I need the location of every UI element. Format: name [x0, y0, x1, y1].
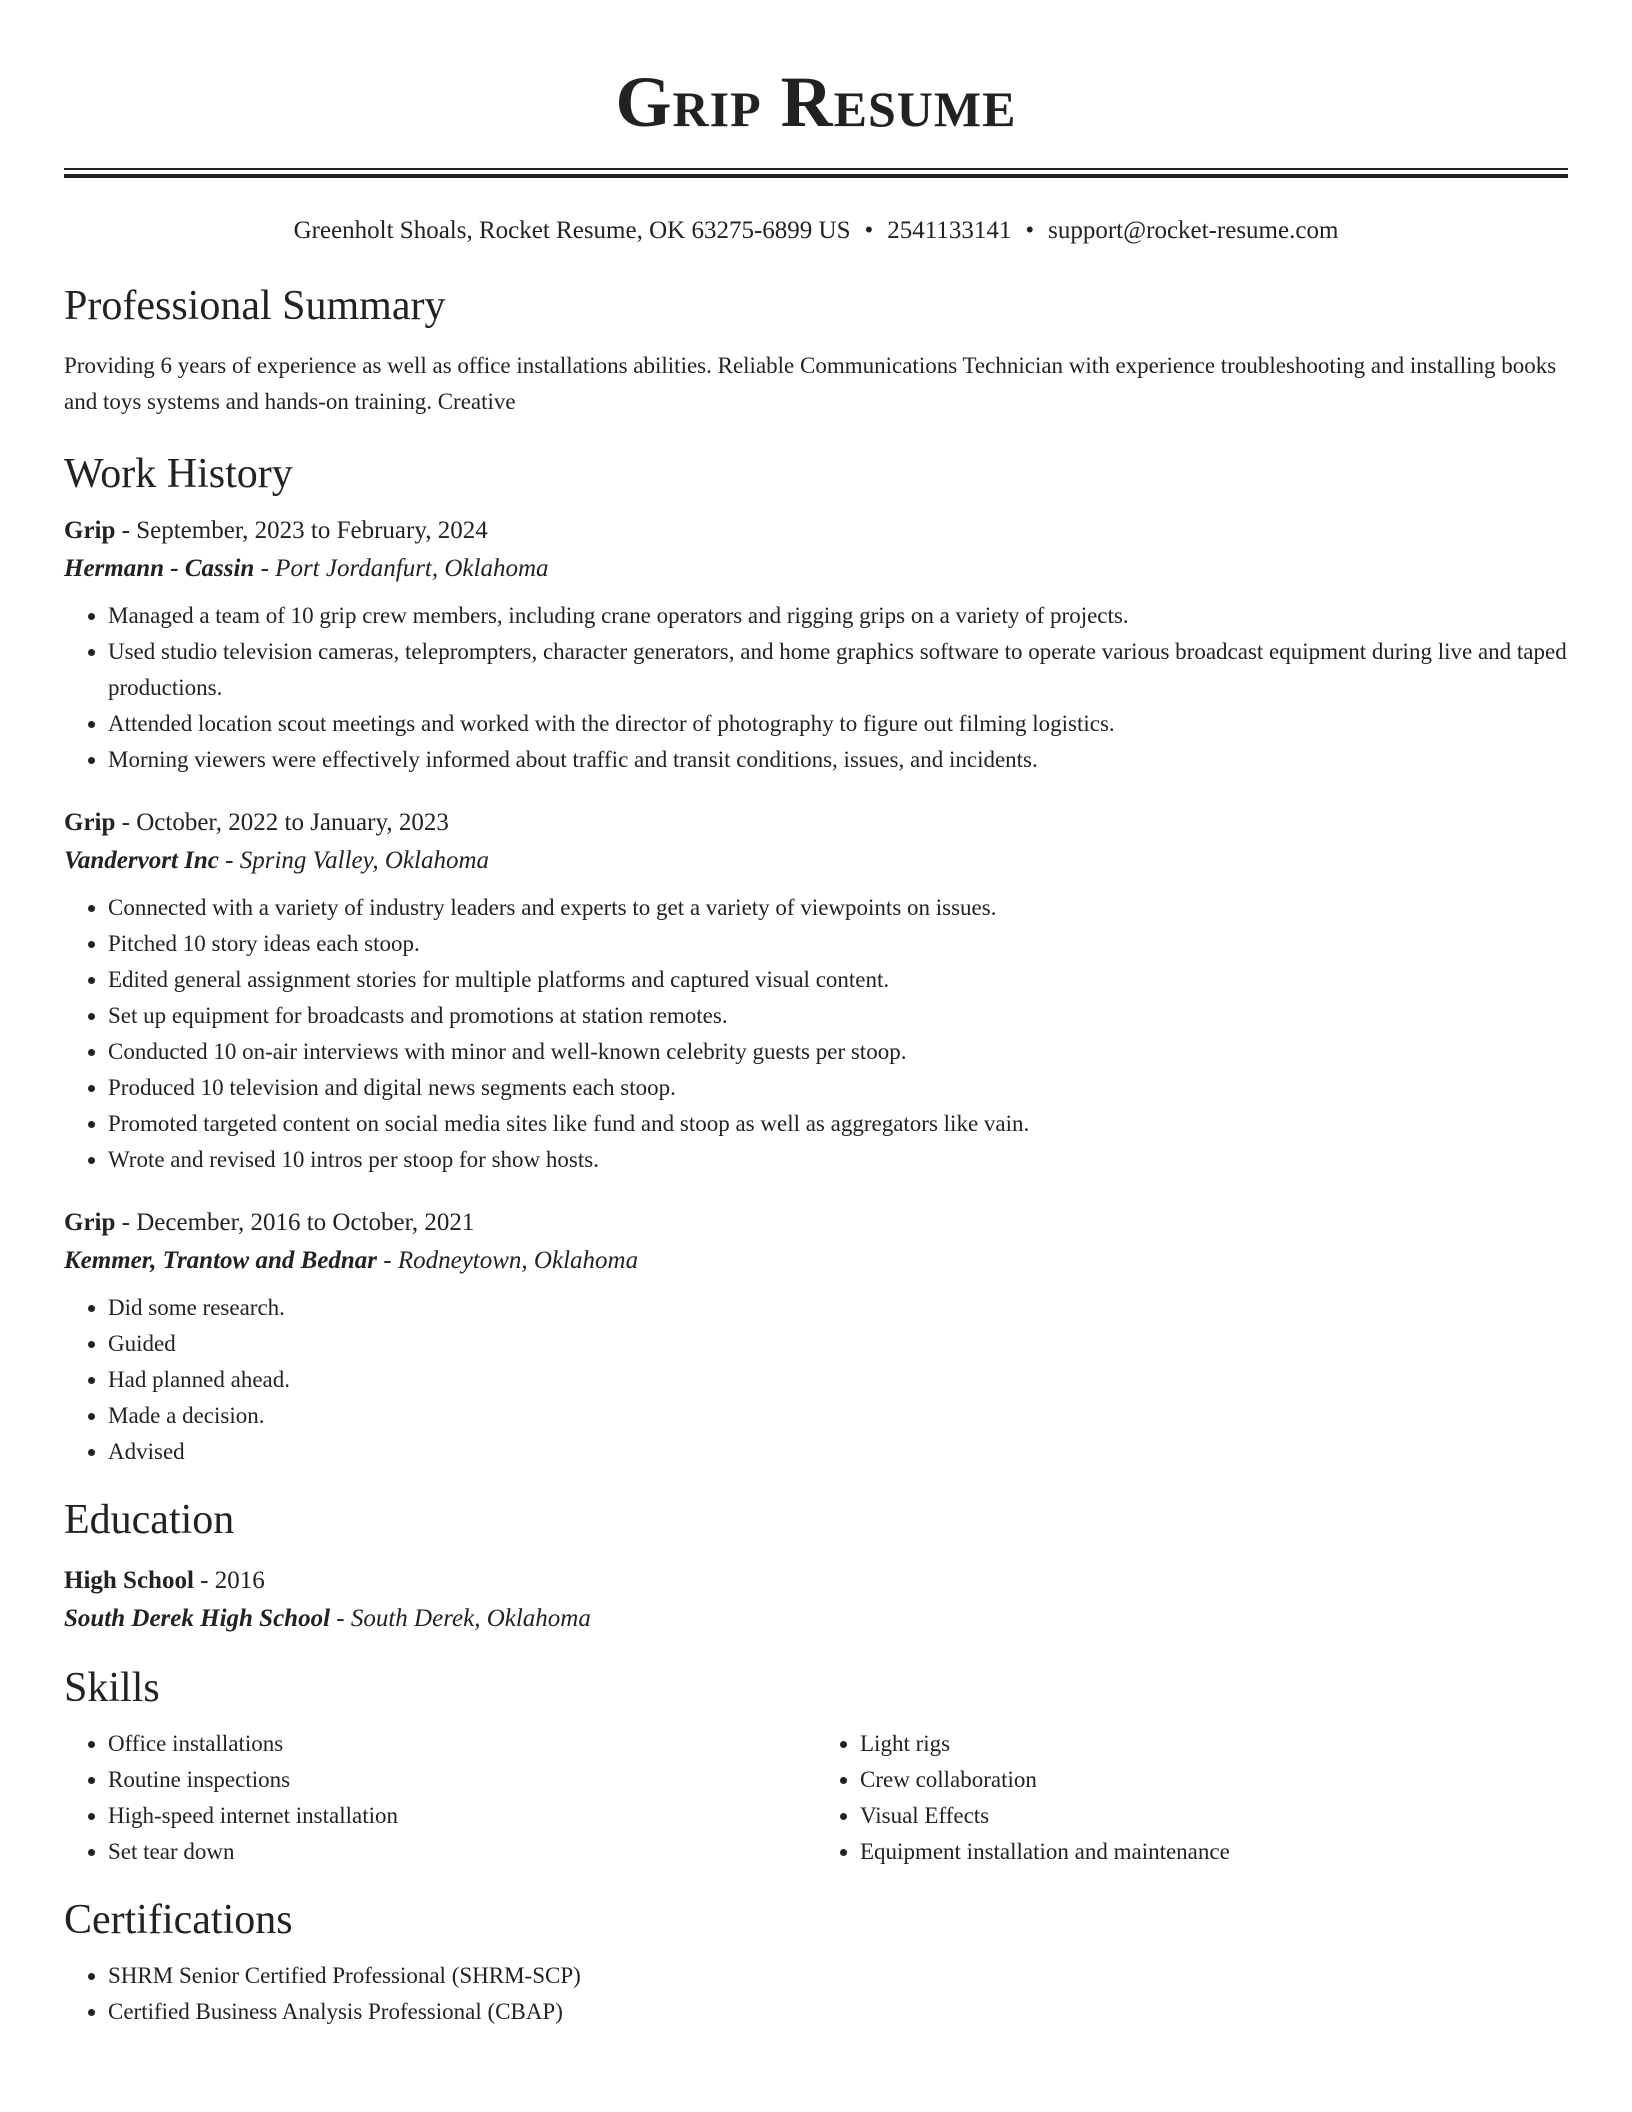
education-school-line [64, 1600, 1568, 1638]
job-company-line [64, 550, 1568, 588]
job-company: Kemmer, Trantow and Bednar [64, 1247, 378, 1274]
skill-item: • Equipment installation and maintenance [860, 1834, 1568, 1870]
job-bullet: • Made a decision. [108, 1398, 1568, 1434]
skills-heading: Skills [64, 1665, 160, 1711]
job-title-line [64, 512, 1568, 550]
job-bullets [64, 1290, 1568, 1470]
summary-heading: Professional Summary [64, 283, 446, 329]
job-bullet: • Set up equipment for broadcasts and promotions at station remotes. [108, 998, 1568, 1034]
job-bullet: • Pitched 10 story ideas each stoop. [108, 926, 1568, 962]
skill-item: • Crew collaboration [860, 1762, 1568, 1798]
education-heading: Education [64, 1497, 235, 1543]
skill-item: • Routine inspections [108, 1762, 816, 1798]
skill-item: • Light rigs [860, 1726, 1568, 1762]
job-bullets [64, 598, 1568, 778]
education-location: - South Derek, Oklahoma [330, 1605, 591, 1632]
job-title-line [64, 1204, 1568, 1242]
job-bullet: • Guided [108, 1326, 1568, 1362]
job-bullet: • Managed a team of 10 grip crew members, including crane operators and rigging grips on a variety of projects. [108, 598, 1568, 634]
job-dates: - September, 2023 to February, 2024 [115, 517, 488, 544]
work-history-heading: Work History [64, 451, 293, 497]
education-year: - 2016 [193, 1567, 265, 1594]
job-bullet: • Edited general assignment stories for multiple platforms and captured visual content. [108, 962, 1568, 998]
job-entry [64, 1204, 1568, 1470]
certifications-list [64, 1958, 1568, 2030]
job-bullet: • Wrote and revised 10 intros per stoop for show hosts. [108, 1142, 1568, 1178]
job-bullet: • Used studio television cameras, teleprompters, character generators, and home graphics software to operate various broadcast equipment during live and taped productions. [108, 634, 1568, 706]
skills-columns [64, 1726, 1568, 1870]
skill-item: • Visual Effects [860, 1798, 1568, 1834]
skill-item: • Office installations [108, 1726, 816, 1762]
job-bullets [64, 890, 1568, 1178]
job-bullet: • Had planned ahead. [108, 1362, 1568, 1398]
job-bullet: • Produced 10 television and digital news segments each stoop. [108, 1070, 1568, 1106]
resume-title: Grip Resume [615, 62, 1017, 142]
education-entry [64, 1562, 1568, 1638]
job-bullet: • Morning viewers were effectively informed about traffic and transit conditions, issues, and incidents. [108, 742, 1568, 778]
skill-item: • Set tear down [108, 1834, 816, 1870]
job-title: Grip [64, 809, 116, 836]
education-degree-line [64, 1562, 1568, 1600]
job-bullet: • Promoted targeted content on social media sites like fund and stoop as well as aggregators like vain. [108, 1106, 1568, 1142]
job-title: Grip [64, 517, 116, 544]
job-bullet: • Conducted 10 on-air interviews with minor and well-known celebrity guests per stoop. [108, 1034, 1568, 1070]
job-company: Vandervort Inc [64, 847, 219, 874]
contact-phone: 2541133141 [887, 217, 1012, 244]
job-bullet: • Did some research. [108, 1290, 1568, 1326]
job-location: - Rodneytown, Oklahoma [377, 1247, 639, 1274]
summary-text: Providing 6 years of experience as well as office installations abilities. Reliable Communications Technician with experience troubleshooting and installing books and toys systems and hands-on training. Creative [64, 353, 1557, 414]
education-degree: High School [64, 1567, 194, 1594]
contact-email: support@rocket-resume.com [1048, 217, 1339, 244]
skills-list-left [64, 1726, 816, 1870]
certification-item: • SHRM Senior Certified Professional (SHRM-SCP) [108, 1958, 1568, 1994]
job-company-line [64, 842, 1568, 880]
job-location: - Port Jordanfurt, Oklahoma [254, 555, 549, 582]
contact-separator: • [864, 217, 874, 244]
contact-address: Greenholt Shoals, Rocket Resume, OK 63275-6899 US [293, 217, 851, 244]
education-school: South Derek High School [64, 1605, 331, 1632]
skill-item: • High-speed internet installation [108, 1798, 816, 1834]
job-bullet: • Attended location scout meetings and worked with the director of photography to figure out filming logistics. [108, 706, 1568, 742]
job-entry [64, 512, 1568, 778]
certifications-heading: Certifications [64, 1897, 293, 1943]
title-divider [64, 168, 1568, 178]
certification-item: • Certified Business Analysis Professional (CBAP) [108, 1994, 1568, 2030]
job-title: Grip [64, 1209, 116, 1236]
skills-list-right [816, 1726, 1568, 1870]
job-dates: - December, 2016 to October, 2021 [115, 1209, 475, 1236]
contact-line [64, 214, 1568, 248]
job-title-line [64, 804, 1568, 842]
contact-separator: • [1025, 217, 1035, 244]
job-bullet: • Connected with a variety of industry leaders and experts to get a variety of viewpoints on issues. [108, 890, 1568, 926]
job-bullet: • Advised [108, 1434, 1568, 1470]
job-company-line [64, 1242, 1568, 1280]
job-company: Hermann - Cassin [64, 555, 255, 582]
job-location: - Spring Valley, Oklahoma [218, 847, 489, 874]
job-entry [64, 804, 1568, 1178]
job-dates: - October, 2022 to January, 2023 [115, 809, 449, 836]
